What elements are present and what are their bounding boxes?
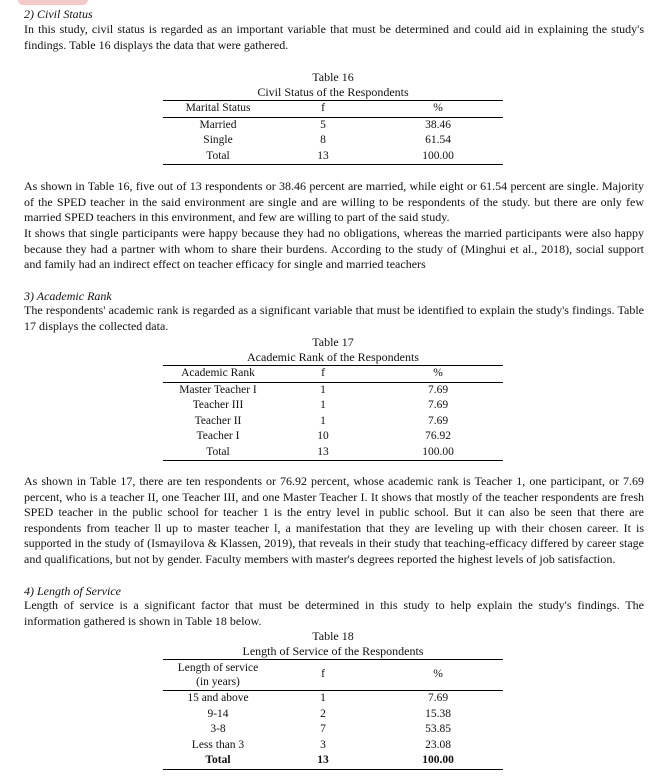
table-header-cell: Marital Status	[163, 101, 273, 118]
table-header-row	[163, 366, 503, 383]
table-cell: 13	[273, 753, 373, 769]
table-cell: Teacher III	[192, 399, 244, 411]
table-cell: 1	[320, 399, 326, 411]
table-cell: 15 and above	[187, 692, 249, 704]
length-of-service-intro: Length of service is a significant factor that must be determined in this study to help explain the study's findings. The information gathered is shown in Table 18 below.	[24, 598, 644, 628]
table-row-total	[163, 753, 503, 769]
table-row	[163, 382, 503, 398]
table-cell: 15.38	[425, 707, 451, 720]
table-cell: 1	[320, 692, 326, 704]
civil-status-discussion: As shown in Table 16, five out of 13 respondents or 38.46 percent are married, while eight or 61.54 percent are single. Majority of the SPED teacher in the said environment are single and are willing to be respondents of the study. but there are only few married SPED teachers in this environment, and few are willing to part of the said study.	[24, 179, 644, 224]
table-header-cell: %	[373, 101, 503, 118]
table-cell: 9-14	[207, 707, 229, 720]
civil-status-discussion-2: It shows that single participants were happy because they had no obligations, whereas the married participants were also happy because they had a partner with whom to share their burdens. According to the study of (Minghui et al., 2018), social support and family had an indirect effect on teacher efficacy for single and married teachers	[24, 226, 644, 271]
header-line: Length of service	[177, 662, 259, 674]
table-16-title: Civil Status of the Respondents	[257, 85, 409, 99]
table-cell: 13	[273, 149, 373, 165]
table-header-cell: Academic Rank	[163, 366, 273, 383]
table-header-cell: f	[273, 660, 373, 691]
table-row	[163, 738, 503, 754]
table-row	[163, 722, 503, 738]
table-row	[163, 414, 503, 430]
table-cell: 100.00	[373, 149, 503, 165]
table-cell: 8	[320, 134, 326, 146]
table-cell: 7.69	[427, 399, 449, 411]
table-cell: 7.69	[427, 692, 449, 704]
table-cell: Teacher II	[194, 414, 242, 427]
table-cell: 1	[320, 414, 326, 427]
table-cell: 10	[317, 430, 329, 442]
header-line: (in years)	[196, 676, 240, 688]
section-heading-length-of-service: 4) Length of Service	[24, 584, 121, 598]
table-header-cell: %	[373, 366, 503, 383]
academic-rank-discussion: As shown in Table 17, there are ten respondents or 76.92 percent, whose academic rank is Teacher 1, one participant, or 7.69 percent, who is a teacher II, one Teacher III, and one Master Teacher I. It shows that mostly of the teacher respondents are fresh SPED teacher in the public school for teacher 1 is the entry level in public school. But it can also be seen that there are respondents from teacher ll up to master teacher l, a manifestation that they are leveling up with their chosen career. It is supported in the study of (Ismayilova & Klassen, 2019), that reveals in their study that teaching-efficacy differed by career stage and qualifications, but not by gender. Faculty members with master's degrees reported the highest levels of job satisfaction.	[24, 474, 644, 566]
table-header-row	[163, 660, 503, 691]
table-header-row	[163, 101, 503, 118]
table-16-number: Table 16	[312, 70, 354, 84]
table-header-cell: f	[273, 101, 373, 118]
table-row	[163, 691, 503, 707]
table-cell: Total	[163, 753, 273, 769]
table-cell: Married	[199, 118, 237, 131]
table-header-cell	[163, 660, 273, 691]
table-row	[163, 707, 503, 723]
table-row	[163, 117, 503, 133]
academic-rank-intro: The respondents' academic rank is regarded as a significant variable that must be identified to explain the study's findings. Table 17 displays the collected data.	[24, 303, 644, 333]
page-top-decoration	[18, 0, 88, 5]
table-16	[163, 100, 503, 165]
table-18-title: Length of Service of the Respondents	[242, 644, 424, 658]
table-cell: Master Teacher I	[179, 383, 257, 396]
table-row	[163, 133, 503, 149]
table-cell: 100.00	[373, 445, 503, 461]
table-cell: 2	[320, 707, 326, 720]
section-heading-civil-status: 2) Civil Status	[24, 7, 93, 21]
table-18-number: Table 18	[312, 629, 354, 643]
table-header-cell: f	[273, 366, 373, 383]
table-cell: 5	[320, 118, 326, 131]
table-cell: Total	[163, 445, 273, 461]
table-cell: Single	[203, 134, 233, 146]
table-cell: 3	[320, 738, 326, 751]
table-cell: 7.69	[427, 414, 449, 427]
table-cell: 7.69	[427, 383, 449, 396]
table-cell: 53.85	[425, 723, 451, 735]
table-cell: Total	[163, 149, 273, 165]
table-cell: 23.08	[425, 738, 451, 751]
table-17-number: Table 17	[312, 335, 354, 349]
table-cell: 100.00	[373, 753, 503, 769]
section-heading-academic-rank: 3) Academic Rank	[24, 289, 112, 303]
table-cell: Less than 3	[191, 738, 245, 751]
table-cell: 1	[320, 383, 326, 396]
table-cell: 61.54	[425, 134, 451, 146]
table-cell: Teacher I	[196, 430, 240, 442]
table-cell: 7	[320, 723, 326, 735]
table-17	[163, 365, 503, 461]
table-cell: 3-8	[210, 723, 226, 735]
table-cell: 76.92	[425, 430, 451, 442]
table-row-total	[163, 445, 503, 461]
table-row	[163, 398, 503, 414]
table-cell: 38.46	[425, 118, 451, 131]
table-17-title: Academic Rank of the Respondents	[247, 350, 419, 364]
table-cell: 13	[273, 445, 373, 461]
table-row	[163, 429, 503, 445]
table-18	[163, 659, 503, 770]
table-row-total	[163, 149, 503, 165]
table-header-cell: %	[373, 660, 503, 691]
civil-status-intro: In this study, civil status is regarded as an important variable that must be determined and could aid in explaining the study's findings. Table 16 displays the data that were gathered.	[24, 22, 644, 52]
